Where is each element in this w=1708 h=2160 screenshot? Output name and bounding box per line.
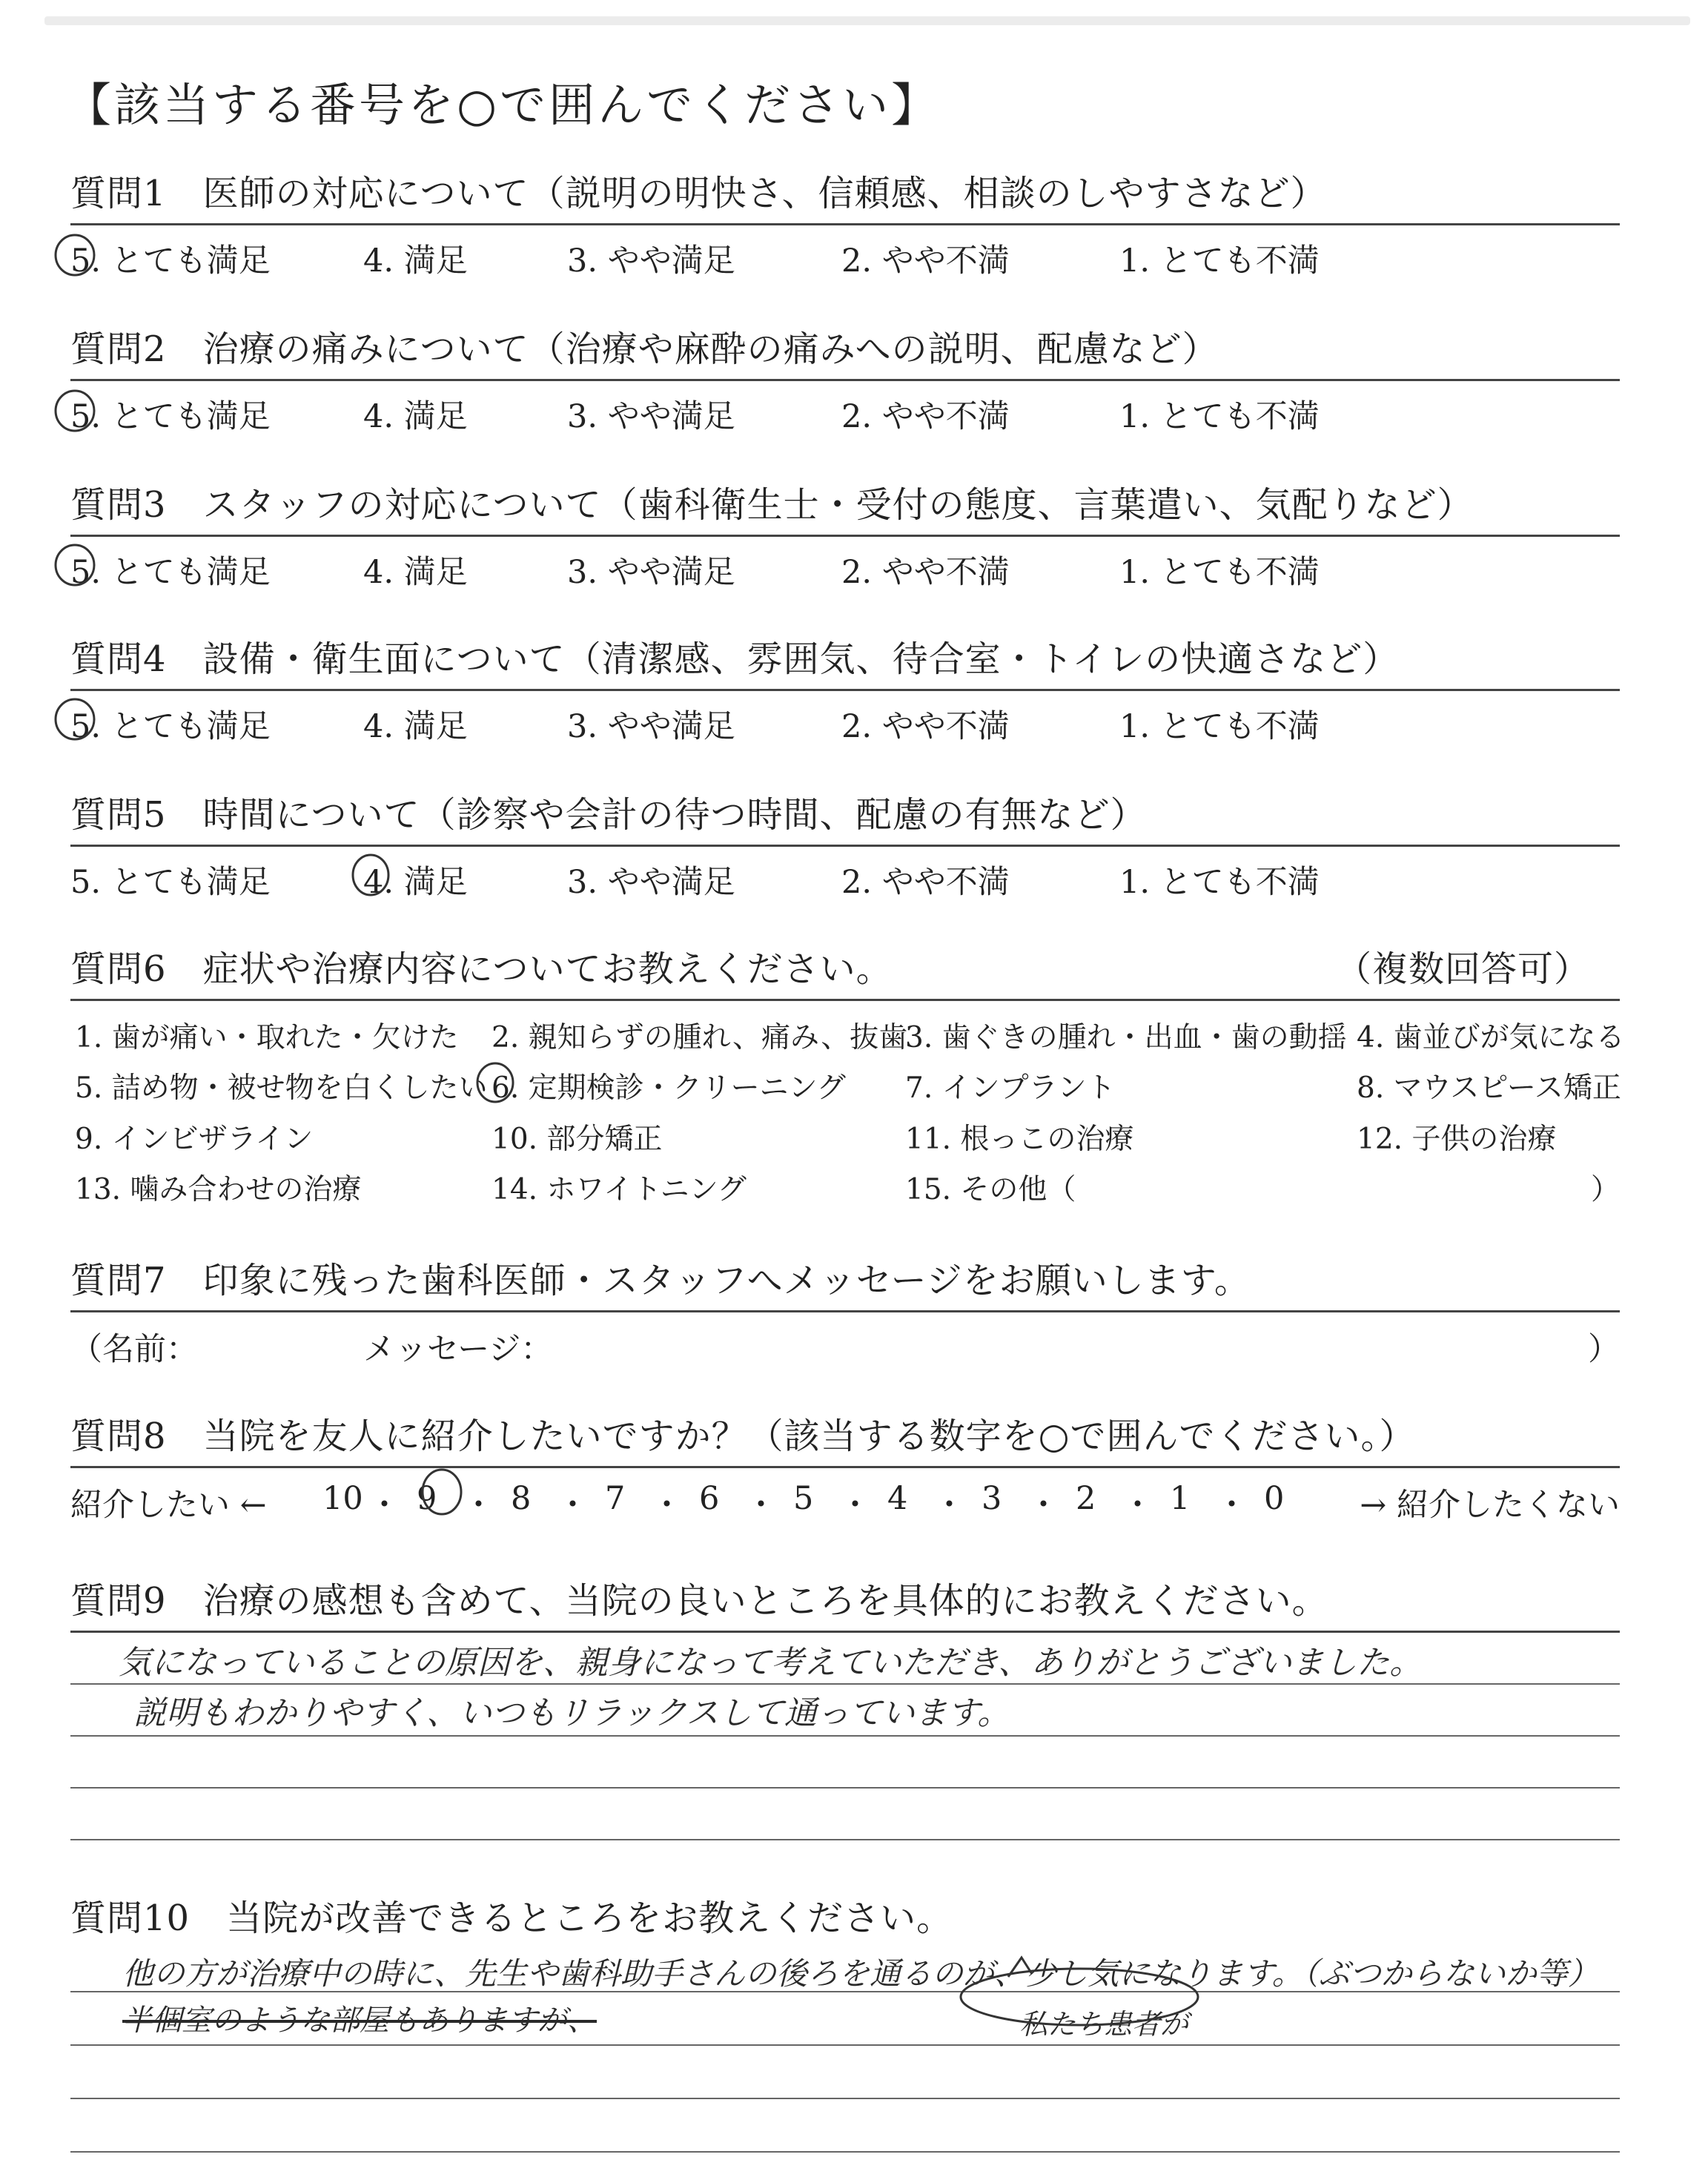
answer-line[interactable] bbox=[70, 1789, 1620, 1840]
scale-left-label: 紹介したい ← bbox=[70, 1487, 267, 1524]
question-2 bbox=[70, 320, 1620, 433]
question-heading: 質問1 医師の対応について（説明の明快さ、信頼感、相談のしやすさなど） bbox=[70, 165, 1620, 225]
scale-value-5[interactable]: 5 bbox=[793, 1480, 814, 1517]
question-6 bbox=[70, 940, 1625, 1216]
scale-separator: ・ bbox=[839, 1487, 871, 1524]
scale-value-2[interactable]: 2 bbox=[1076, 1480, 1096, 1517]
option-1[interactable]: 1. とても不満 bbox=[1119, 554, 1320, 591]
rating-options[interactable] bbox=[70, 691, 1620, 743]
symptom-option[interactable]: 5. 詰め物・被せ物を白くしたい bbox=[75, 1071, 488, 1105]
recommend-scale bbox=[70, 1468, 1620, 1527]
option-5[interactable]: 5. とても満足 bbox=[70, 398, 271, 435]
scale-right-label: → 紹介したくない bbox=[1360, 1487, 1620, 1524]
option-1[interactable]: 1. とても不満 bbox=[1119, 708, 1320, 745]
name-label: （名前： bbox=[70, 1331, 198, 1368]
symptom-option[interactable]: 2. 親知らずの腫れ、痛み、抜歯 bbox=[491, 1021, 908, 1054]
answer-lines[interactable] bbox=[70, 1948, 1620, 2153]
scale-separator: ・ bbox=[1216, 1487, 1248, 1524]
message-label: メッセージ： bbox=[363, 1331, 553, 1368]
question-heading: 質問8 当院を友人に紹介したいですか？（該当する数字を○で囲んでください。） bbox=[70, 1407, 1620, 1468]
option-5[interactable]: 5. とても満足 bbox=[70, 708, 271, 745]
option-2[interactable]: 2. やや不満 bbox=[841, 708, 1010, 745]
multiple-answer-note: （複数回答可） bbox=[1335, 948, 1590, 990]
scale-separator: ・ bbox=[1027, 1487, 1059, 1524]
scale-separator: ・ bbox=[745, 1487, 777, 1524]
handwritten-struck-line: 半個室のような部屋もありますが、 bbox=[122, 2004, 597, 2038]
message-row[interactable] bbox=[70, 1312, 1620, 1368]
scale-value-9[interactable]: 9 bbox=[417, 1480, 437, 1517]
answer-line[interactable] bbox=[70, 2099, 1620, 2153]
question-8 bbox=[70, 1407, 1620, 1527]
option-4[interactable]: 4. 満足 bbox=[363, 242, 468, 280]
symptom-options bbox=[70, 1001, 1625, 1216]
option-5[interactable]: 5. とても満足 bbox=[70, 554, 271, 591]
option-4[interactable]: 4. 満足 bbox=[363, 864, 468, 901]
option-3[interactable]: 3. やや満足 bbox=[567, 242, 735, 280]
option-1[interactable]: 1. とても不満 bbox=[1119, 398, 1320, 435]
option-2[interactable]: 2. やや不満 bbox=[841, 864, 1010, 901]
symptom-option[interactable]: 12. 子供の治療 bbox=[1357, 1123, 1557, 1156]
option-2[interactable]: 2. やや不満 bbox=[841, 554, 1010, 591]
message-close-paren: ） bbox=[1588, 1331, 1620, 1368]
symptom-option-other[interactable]: 15. その他（ bbox=[905, 1173, 1076, 1206]
scale-value-10[interactable]: 10 bbox=[322, 1480, 363, 1517]
page-title: 【該当する番号を○で囲んでください】 bbox=[65, 78, 941, 132]
handwritten-answer-line-2: 説明もわかりやすく、いつもリラックスして通っています。 bbox=[133, 1694, 1010, 1732]
question-heading: 質問5 時間について（診察や会計の待つ時間、配慮の有無など） bbox=[70, 786, 1620, 847]
option-3[interactable]: 3. やや満足 bbox=[567, 864, 735, 901]
scale-separator: ・ bbox=[368, 1487, 400, 1524]
question-heading: 質問3 スタッフの対応について（歯科衛生士・受付の態度、言葉遣い、気配りなど） bbox=[70, 476, 1620, 537]
scale-value-3[interactable]: 3 bbox=[982, 1480, 1002, 1517]
option-3[interactable]: 3. やや満足 bbox=[567, 708, 735, 745]
scale-value-0[interactable]: 0 bbox=[1264, 1480, 1285, 1517]
answer-line[interactable] bbox=[70, 1737, 1620, 1789]
symptom-option[interactable]: 11. 根っこの治療 bbox=[905, 1123, 1134, 1156]
question-heading: 質問6 症状や治療内容についてお教えください。 （複数回答可） bbox=[70, 940, 1620, 1001]
question-7 bbox=[70, 1252, 1620, 1368]
scale-separator: ・ bbox=[557, 1487, 589, 1524]
handwritten-answer-line-1: 気になっていることの原因を、親身になって考えていただき、ありがとうございました。 bbox=[119, 1644, 1423, 1682]
option-2[interactable]: 2. やや不満 bbox=[841, 398, 1010, 435]
scale-value-6[interactable]: 6 bbox=[699, 1480, 720, 1517]
option-4[interactable]: 4. 満足 bbox=[363, 398, 468, 435]
question-3 bbox=[70, 476, 1620, 589]
scale-value-8[interactable]: 8 bbox=[511, 1480, 532, 1517]
option-4[interactable]: 4. 満足 bbox=[363, 554, 468, 591]
option-5[interactable]: 5. とても満足 bbox=[70, 242, 271, 280]
symptom-option[interactable]: 3. 歯ぐきの腫れ・出血・歯の動揺 bbox=[905, 1021, 1347, 1054]
rating-options[interactable] bbox=[70, 225, 1620, 280]
symptom-option[interactable]: 4. 歯並びが気になる bbox=[1357, 1021, 1625, 1054]
question-1 bbox=[70, 165, 1620, 280]
option-1[interactable]: 1. とても不満 bbox=[1119, 242, 1320, 280]
rating-options[interactable] bbox=[70, 381, 1620, 433]
scale-value-1[interactable]: 1 bbox=[1170, 1480, 1191, 1517]
option-3[interactable]: 3. やや満足 bbox=[567, 398, 735, 435]
scale-separator: ・ bbox=[1122, 1487, 1153, 1524]
option-1[interactable]: 1. とても不満 bbox=[1119, 864, 1320, 901]
symptom-option[interactable]: 7. インプラント bbox=[905, 1071, 1116, 1105]
option-2[interactable]: 2. やや不満 bbox=[841, 242, 1010, 280]
symptom-option[interactable]: 10. 部分矯正 bbox=[491, 1123, 663, 1156]
answer-line[interactable] bbox=[70, 2046, 1620, 2099]
option-5[interactable]: 5. とても満足 bbox=[70, 864, 271, 901]
question-heading: 質問10 当院が改善できるところをお教えください。 bbox=[70, 1898, 953, 1939]
question-4 bbox=[70, 630, 1620, 743]
other-close-paren: ） bbox=[1590, 1173, 1620, 1206]
question-heading: 質問9 治療の感想も含めて、当院の良いところを具体的にお教えください。 bbox=[70, 1572, 1620, 1633]
scale-value-7[interactable]: 7 bbox=[605, 1480, 626, 1517]
scale-value-4[interactable]: 4 bbox=[887, 1480, 908, 1517]
option-3[interactable]: 3. やや満足 bbox=[567, 554, 735, 591]
answer-lines[interactable] bbox=[70, 1633, 1620, 1840]
scale-separator: ・ bbox=[651, 1487, 683, 1524]
question-9 bbox=[70, 1572, 1620, 1840]
scan-edge bbox=[44, 16, 1690, 25]
symptom-option[interactable]: 6. 定期検診・クリーニング bbox=[491, 1071, 846, 1105]
symptom-option[interactable]: 9. インビザライン bbox=[75, 1123, 314, 1156]
scale-separator: ・ bbox=[463, 1487, 494, 1524]
question-heading: 質問4 設備・衛生面について（清潔感、雰囲気、待合室・トイレの快適さなど） bbox=[70, 630, 1620, 691]
handwritten-answer-line-1: 他の方が治療中の時に、先生や歯科助手さんの後ろを通るのが、少し気になります。（ぶつからないか等） bbox=[122, 1955, 1599, 1992]
question-5 bbox=[70, 786, 1620, 899]
rating-options[interactable] bbox=[70, 537, 1620, 589]
rating-options[interactable] bbox=[70, 847, 1620, 899]
scale-separator: ・ bbox=[933, 1487, 965, 1524]
symptom-option[interactable]: 8. マウスピース矯正 bbox=[1357, 1071, 1621, 1105]
question-heading: 質問2 治療の痛みについて（治療や麻酔の痛みへの説明、配慮など） bbox=[70, 320, 1620, 381]
question-10 bbox=[70, 1889, 1620, 2153]
question-heading: 質問7 印象に残った歯科医師・スタッフへメッセージをお願いします。 bbox=[70, 1252, 1620, 1312]
handwritten-insertion: 私たち患者が bbox=[1019, 2008, 1189, 2041]
symptom-option[interactable]: 1. 歯が痛い・取れた・欠けた bbox=[75, 1021, 459, 1054]
symptom-option[interactable]: 13. 噛み合わせの治療 bbox=[75, 1173, 362, 1206]
option-4[interactable]: 4. 満足 bbox=[363, 708, 468, 745]
symptom-option[interactable]: 14. ホワイトニング bbox=[491, 1173, 747, 1206]
